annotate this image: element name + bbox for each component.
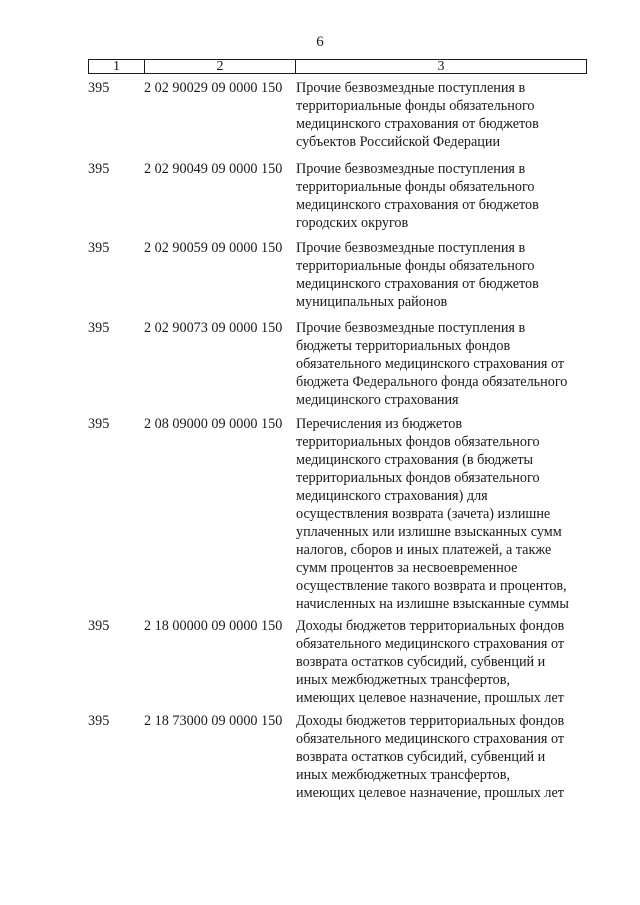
budget-code-cell: 2 02 90049 09 0000 150: [144, 161, 283, 177]
description-line: Прочие безвозмездные поступления в: [296, 240, 526, 256]
description-line: обязательного медицинского страхования от: [296, 636, 565, 652]
admin-code-cell: 395: [88, 240, 110, 256]
description-line: возврата остатков субсидий, субвенций и: [296, 749, 546, 765]
description-line: уплаченных или излишне взысканных сумм: [296, 524, 562, 540]
table-row: [88, 415, 598, 613]
admin-code-cell: 395: [88, 320, 110, 336]
admin-code-cell: 395: [88, 161, 110, 177]
description-line: медицинского страхования) для: [296, 488, 488, 504]
admin-code-cell: 395: [88, 416, 110, 432]
description-line: медицинского страхования от бюджетов: [296, 197, 539, 213]
description-line: Прочие безвозмездные поступления в: [296, 161, 526, 177]
budget-code-cell: 2 08 09000 09 0000 150: [144, 416, 283, 432]
description-line: осуществление такого возврата и процентов,: [296, 578, 567, 594]
description-line: обязательного медицинского страхования от: [296, 731, 565, 747]
admin-code-cell: 395: [88, 80, 110, 96]
description-line: медицинского страхования от бюджетов: [296, 116, 539, 132]
column-header-3: 3: [437, 59, 445, 74]
table-row: [88, 617, 598, 707]
admin-code-cell: 395: [88, 618, 110, 634]
description-line: территориальные фонды обязательного: [296, 179, 535, 195]
description-line: Доходы бюджетов территориальных фондов: [296, 713, 565, 729]
description-cell: [296, 239, 598, 311]
table-row: [88, 160, 598, 232]
budget-code-cell: 2 18 00000 09 0000 150: [144, 618, 283, 634]
description-cell: [296, 415, 598, 613]
table-row: [88, 319, 598, 409]
budget-code-cell: 2 02 90059 09 0000 150: [144, 240, 283, 256]
description-line: имеющих целевое назначение, прошлых лет: [296, 690, 564, 706]
description-line: Перечисления из бюджетов: [296, 416, 463, 432]
description-cell: [296, 617, 598, 707]
table-header: [88, 59, 587, 74]
column-header-2: 2: [145, 60, 296, 73]
description-line: медицинского страхования: [296, 392, 459, 408]
description-line: иных межбюджетных трансфертов,: [296, 672, 511, 688]
description-line: бюджеты территориальных фондов: [296, 338, 511, 354]
description-line: медицинского страхования (в бюджеты: [296, 452, 534, 468]
description-line: иных межбюджетных трансфертов,: [296, 767, 511, 783]
description-line: бюджета Федерального фонда обязательного: [296, 374, 568, 390]
description-line: городских округов: [296, 215, 409, 231]
table-row: [88, 239, 598, 311]
budget-code-cell: 2 02 90029 09 0000 150: [144, 80, 283, 96]
admin-code-cell: 395: [88, 713, 110, 729]
description-line: обязательного медицинского страхования от: [296, 356, 565, 372]
description-line: начисленных на излишне взысканные суммы: [296, 596, 569, 612]
description-line: сумм процентов за несвоевременное: [296, 560, 518, 576]
description-cell: [296, 319, 598, 409]
description-line: налогов, сборов и иных платежей, а также: [296, 542, 552, 558]
description-line: территориальных фондов обязательного: [296, 470, 540, 486]
description-line: субъектов Российской Федерации: [296, 134, 501, 150]
table-row: [88, 712, 598, 802]
description-cell: [296, 712, 598, 802]
description-line: медицинского страхования от бюджетов: [296, 276, 539, 292]
description-line: осуществления возврата (зачета) излишне: [296, 506, 551, 522]
description-line: имеющих целевое назначение, прошлых лет: [296, 785, 564, 801]
description-line: муниципальных районов: [296, 294, 448, 310]
description-line: Прочие безвозмездные поступления в: [296, 80, 526, 96]
description-line: Прочие безвозмездные поступления в: [296, 320, 526, 336]
description-line: Доходы бюджетов территориальных фондов: [296, 618, 565, 634]
description-line: территориальных фондов обязательного: [296, 434, 540, 450]
column-header-1: 1: [89, 60, 145, 73]
budget-code-cell: 2 02 90073 09 0000 150: [144, 320, 283, 336]
description-line: территориальные фонды обязательного: [296, 98, 535, 114]
description-line: возврата остатков субсидий, субвенций и: [296, 654, 546, 670]
budget-code-cell: 2 18 73000 09 0000 150: [144, 713, 283, 729]
description-cell: [296, 79, 598, 151]
description-cell: [296, 160, 598, 232]
description-line: территориальные фонды обязательного: [296, 258, 535, 274]
page-number: 6: [316, 34, 324, 50]
table-row: [88, 79, 598, 151]
